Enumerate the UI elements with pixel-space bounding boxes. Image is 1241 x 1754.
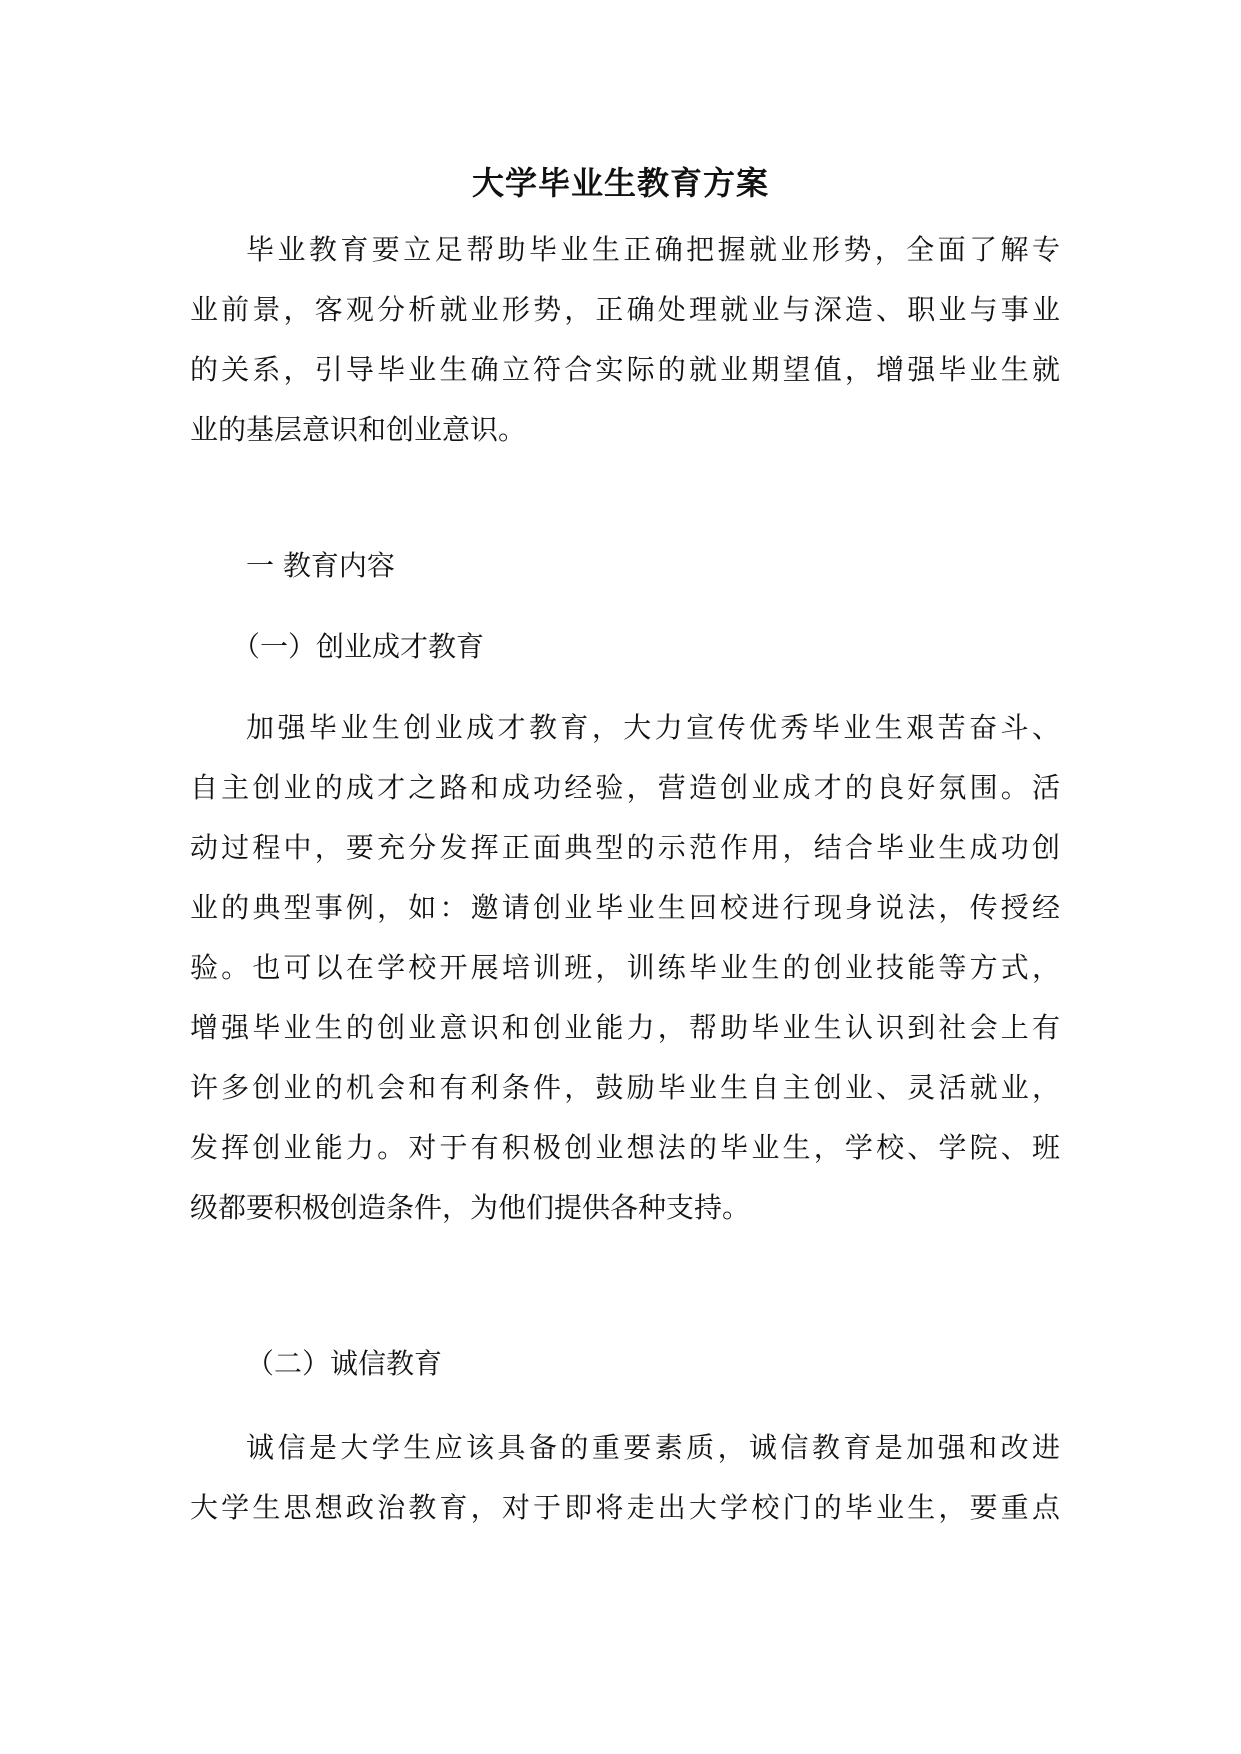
document-title: 大学毕业生教育方案 (471, 164, 769, 202)
paragraph-line: 的关系，引导毕业生确立符合实际的就业期望值，增强毕业生就 (190, 353, 1060, 386)
intro-paragraph (190, 220, 1060, 460)
subsection-heading: （一）创业成才教育 (232, 630, 485, 663)
paragraph-line: 业的典型事例，如：邀请创业毕业生回校进行现身说法，传授经 (190, 891, 1060, 924)
paragraph-line: 加强毕业生创业成才教育，大力宣传优秀毕业生艰苦奋斗、 (246, 711, 1060, 744)
paragraph-line: 自主创业的成才之路和成功经验，营造创业成才的良好氛围。活 (190, 771, 1060, 804)
paragraph-line: 毕业教育要立足帮助毕业生正确把握就业形势，全面了解专 (246, 233, 1060, 266)
entrepreneurship-paragraph (190, 698, 1060, 1238)
paragraph-line: 验。也可以在学校开展培训班，训练毕业生的创业技能等方式， (190, 951, 1060, 984)
paragraph-line: 发挥创业能力。对于有积极创业想法的毕业生，学校、学院、班 (190, 1131, 1060, 1164)
paragraph-line: 业的基层意识和创业意识。 (190, 413, 527, 446)
paragraph-line: 诚信是大学生应该具备的重要素质，诚信教育是加强和改进 (246, 1431, 1060, 1464)
section-heading: 一 教育内容 (246, 549, 395, 582)
paragraph-line: 大学生思想政治教育，对于即将走出大学校门的毕业生，要重点 (190, 1491, 1060, 1524)
paragraph-line: 增强毕业生的创业意识和创业能力，帮助毕业生认识到社会上有 (190, 1011, 1060, 1044)
subsection-heading: （二）诚信教育 (246, 1347, 443, 1380)
paragraph-line: 动过程中，要充分发挥正面典型的示范作用，结合毕业生成功创 (190, 831, 1060, 864)
paragraph-line: 业前景，客观分析就业形势，正确处理就业与深造、职业与事业 (190, 293, 1060, 326)
integrity-paragraph (190, 1418, 1060, 1538)
paragraph-line: 级都要积极创造条件，为他们提供各种支持。 (190, 1191, 751, 1224)
paragraph-line: 许多创业的机会和有利条件，鼓励毕业生自主创业、灵活就业， (190, 1071, 1060, 1104)
